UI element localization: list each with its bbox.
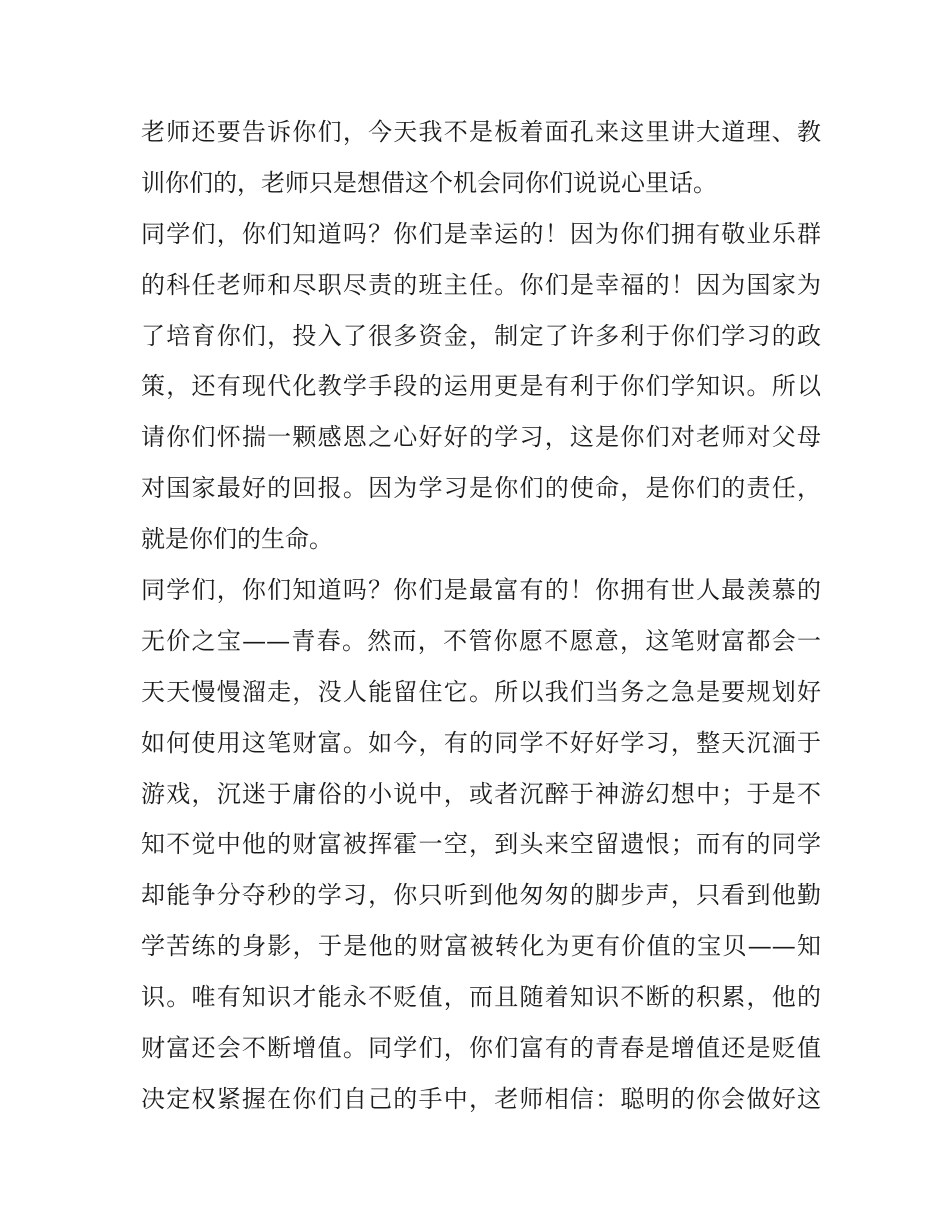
text-line: 决定权紧握在你们自己的手中，老师相信：聪明的你会做好这 <box>141 1084 821 1113</box>
text-line: 了培育你们，投入了很多资金，制定了许多利于你们学习的政 <box>141 321 821 350</box>
text-line: 的科任老师和尽职尽责的班主任。你们是幸福的！因为国家为 <box>141 270 821 299</box>
text-line: 训你们的，老师只是想借这个机会同你们说说心里话。 <box>141 168 717 197</box>
text-line: 请你们怀揣一颗感恩之心好好的学习，这是你们对老师对父母 <box>141 423 821 452</box>
body-text <box>141 107 821 1125</box>
text-line: 策，还有现代化教学手段的运用更是有利于你们学知识。所以 <box>141 372 821 401</box>
text-line: 如何使用这笔财富。如今，有的同学不好好学习，整天沉湎于 <box>141 728 821 757</box>
text-line: 却能争分夺秒的学习，你只听到他匆匆的脚步声，只看到他勤 <box>141 881 821 910</box>
text-line: 游戏，沉迷于庸俗的小说中，或者沉醉于神游幻想中；于是不 <box>141 779 821 808</box>
text-line: 识。唯有知识才能永不贬值，而且随着知识不断的积累，他的 <box>141 983 821 1012</box>
text-line: 学苦练的身影，于是他的财富被转化为更有价值的宝贝——知 <box>141 932 821 961</box>
text-line: 老师还要告诉你们，今天我不是板着面孔来这里讲大道理、教 <box>141 118 821 146</box>
text-line: 天天慢慢溜走，没人能留住它。所以我们当务之急是要规划好 <box>141 677 821 706</box>
text-line: 同学们，你们知道吗？你们是最富有的！你拥有世人最羡慕的 <box>141 576 821 605</box>
text-line: 无价之宝——青春。然而，不管你愿不愿意，这笔财富都会一 <box>141 626 821 655</box>
text-line: 对国家最好的回报。因为学习是你们的使命，是你们的责任， <box>141 474 821 503</box>
text-line: 同学们，你们知道吗？你们是幸运的！因为你们拥有敬业乐群 <box>141 219 821 248</box>
text-line: 财富还会不断增值。同学们，你们富有的青春是增值还是贬值 <box>141 1034 821 1063</box>
text-line: 知不觉中他的财富被挥霍一空，到头来空留遗恨；而有的同学 <box>141 830 821 859</box>
text-line: 就是你们的生命。 <box>141 525 333 554</box>
